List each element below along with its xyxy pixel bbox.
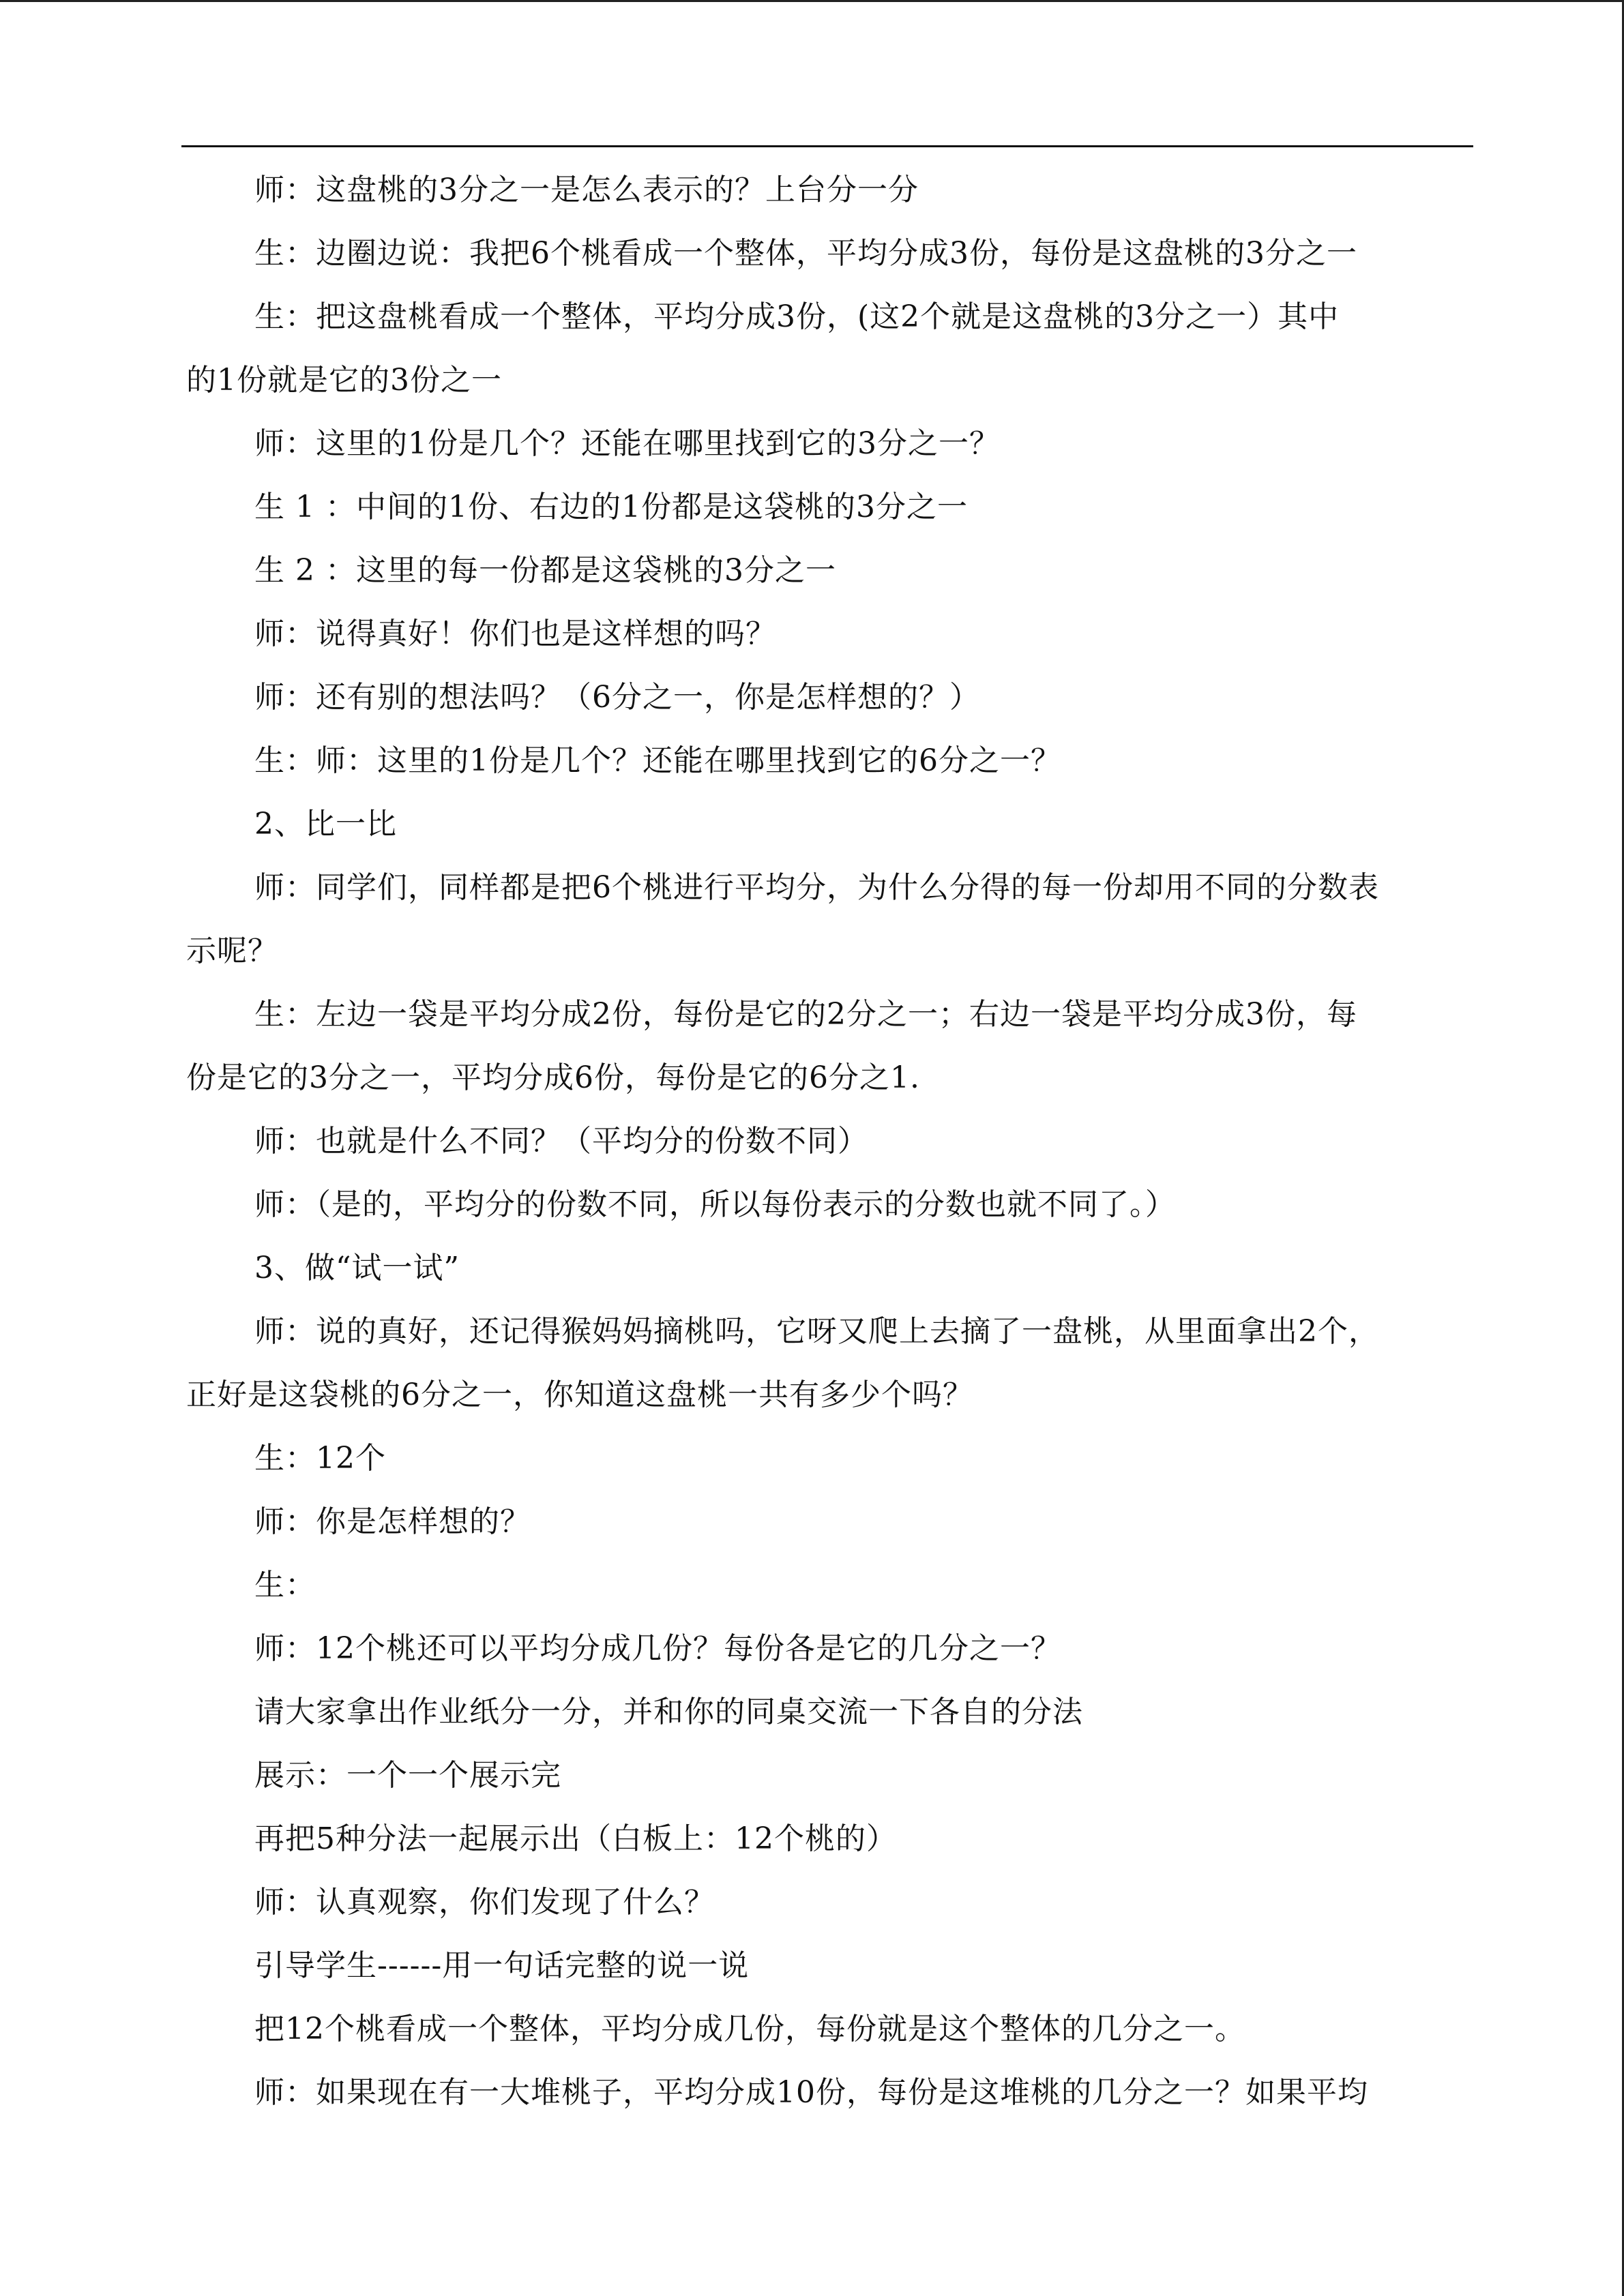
text-line: 把12个桃看成一个整体，平均分成几份，每份就是这个整体的几分之一。	[254, 2012, 1245, 2046]
text-line: 师：你是怎样想的？	[254, 1504, 531, 1539]
text-line: 生 1 ：中间的1份、右边的1份都是这袋桃的3分之一	[254, 490, 968, 524]
text-line: 师：还有别的想法吗？（6分之一，你是怎样想的？）	[254, 680, 980, 715]
text-line: 展示：一个一个展示完	[254, 1758, 561, 1793]
text-line: 再把5种分法一起展示出（白板上：12个桃的）	[254, 1821, 897, 1856]
text-line: 3、做“试一试”	[254, 1251, 460, 1285]
text-line: 正好是这袋桃的6分之一，你知道这盘桃一共有多少个吗？	[186, 1377, 973, 1412]
text-line: 师：说得真好！你们也是这样想的吗？	[254, 616, 776, 651]
text-line: 生：左边一袋是平均分成2份，每份是它的2分之一；右边一袋是平均分成3份，每	[254, 997, 1357, 1032]
text-line: 师：同学们，同样都是把6个桃进行平均分，为什么分得的每一份却用不同的分数表	[254, 870, 1379, 905]
text-line: 生：师：这里的1份是几个？还能在哪里找到它的6分之一？	[254, 743, 1061, 778]
document-body	[186, 158, 1468, 2124]
text-line: 生 2 ：这里的每一份都是这袋桃的3分之一	[254, 553, 836, 588]
text-line: 生：	[254, 1568, 316, 1602]
page-top-border	[0, 0, 1624, 2]
text-line: 师：12个桃还可以平均分成几份？每份各是它的几分之一？	[254, 1631, 1061, 1666]
text-line: 份是它的3分之一，平均分成6份，每份是它的6分之1.	[186, 1060, 920, 1095]
text-line: 师：这里的1份是几个？还能在哪里找到它的3分之一？	[254, 426, 1000, 461]
text-line: 的1份就是它的3份之一	[186, 363, 502, 398]
text-line: 生：边圈边说：我把6个桃看成一个整体，平均分成3份，每份是这盘桃的3分之一	[254, 236, 1357, 271]
text-line: 师：如果现在有一大堆桃子，平均分成10份，每份是这堆桃的几分之一？如果平均	[254, 2075, 1368, 2110]
text-line: 师：认真观察，你们发现了什么？	[254, 1885, 715, 1920]
text-line: 生：12个	[254, 1441, 386, 1476]
text-line: 示呢？	[186, 934, 278, 968]
text-line: 生：把这盘桃看成一个整体，平均分成3份，(这2个就是这盘桃的3分之一）其中	[254, 299, 1340, 334]
text-line: 2、比一比	[254, 807, 397, 841]
header-rule	[181, 145, 1473, 147]
text-line: 师：说的真好，还记得猴妈妈摘桃吗，它呀又爬上去摘了一盘桃，从里面拿出2个，	[254, 1314, 1379, 1349]
text-line: 师：（是的，平均分的份数不同，所以每份表示的分数也就不同了。）	[254, 1187, 1176, 1222]
text-line: 引导学生------用一句话完整的说一说	[254, 1948, 750, 1983]
text-line: 请大家拿出作业纸分一分，并和你的同桌交流一下各自的分法	[254, 1695, 1083, 1729]
text-line: 师：这盘桃的3分之一是怎么表示的？上台分一分	[254, 173, 919, 207]
text-line: 师：也就是什么不同？（平均分的份数不同）	[254, 1124, 868, 1159]
